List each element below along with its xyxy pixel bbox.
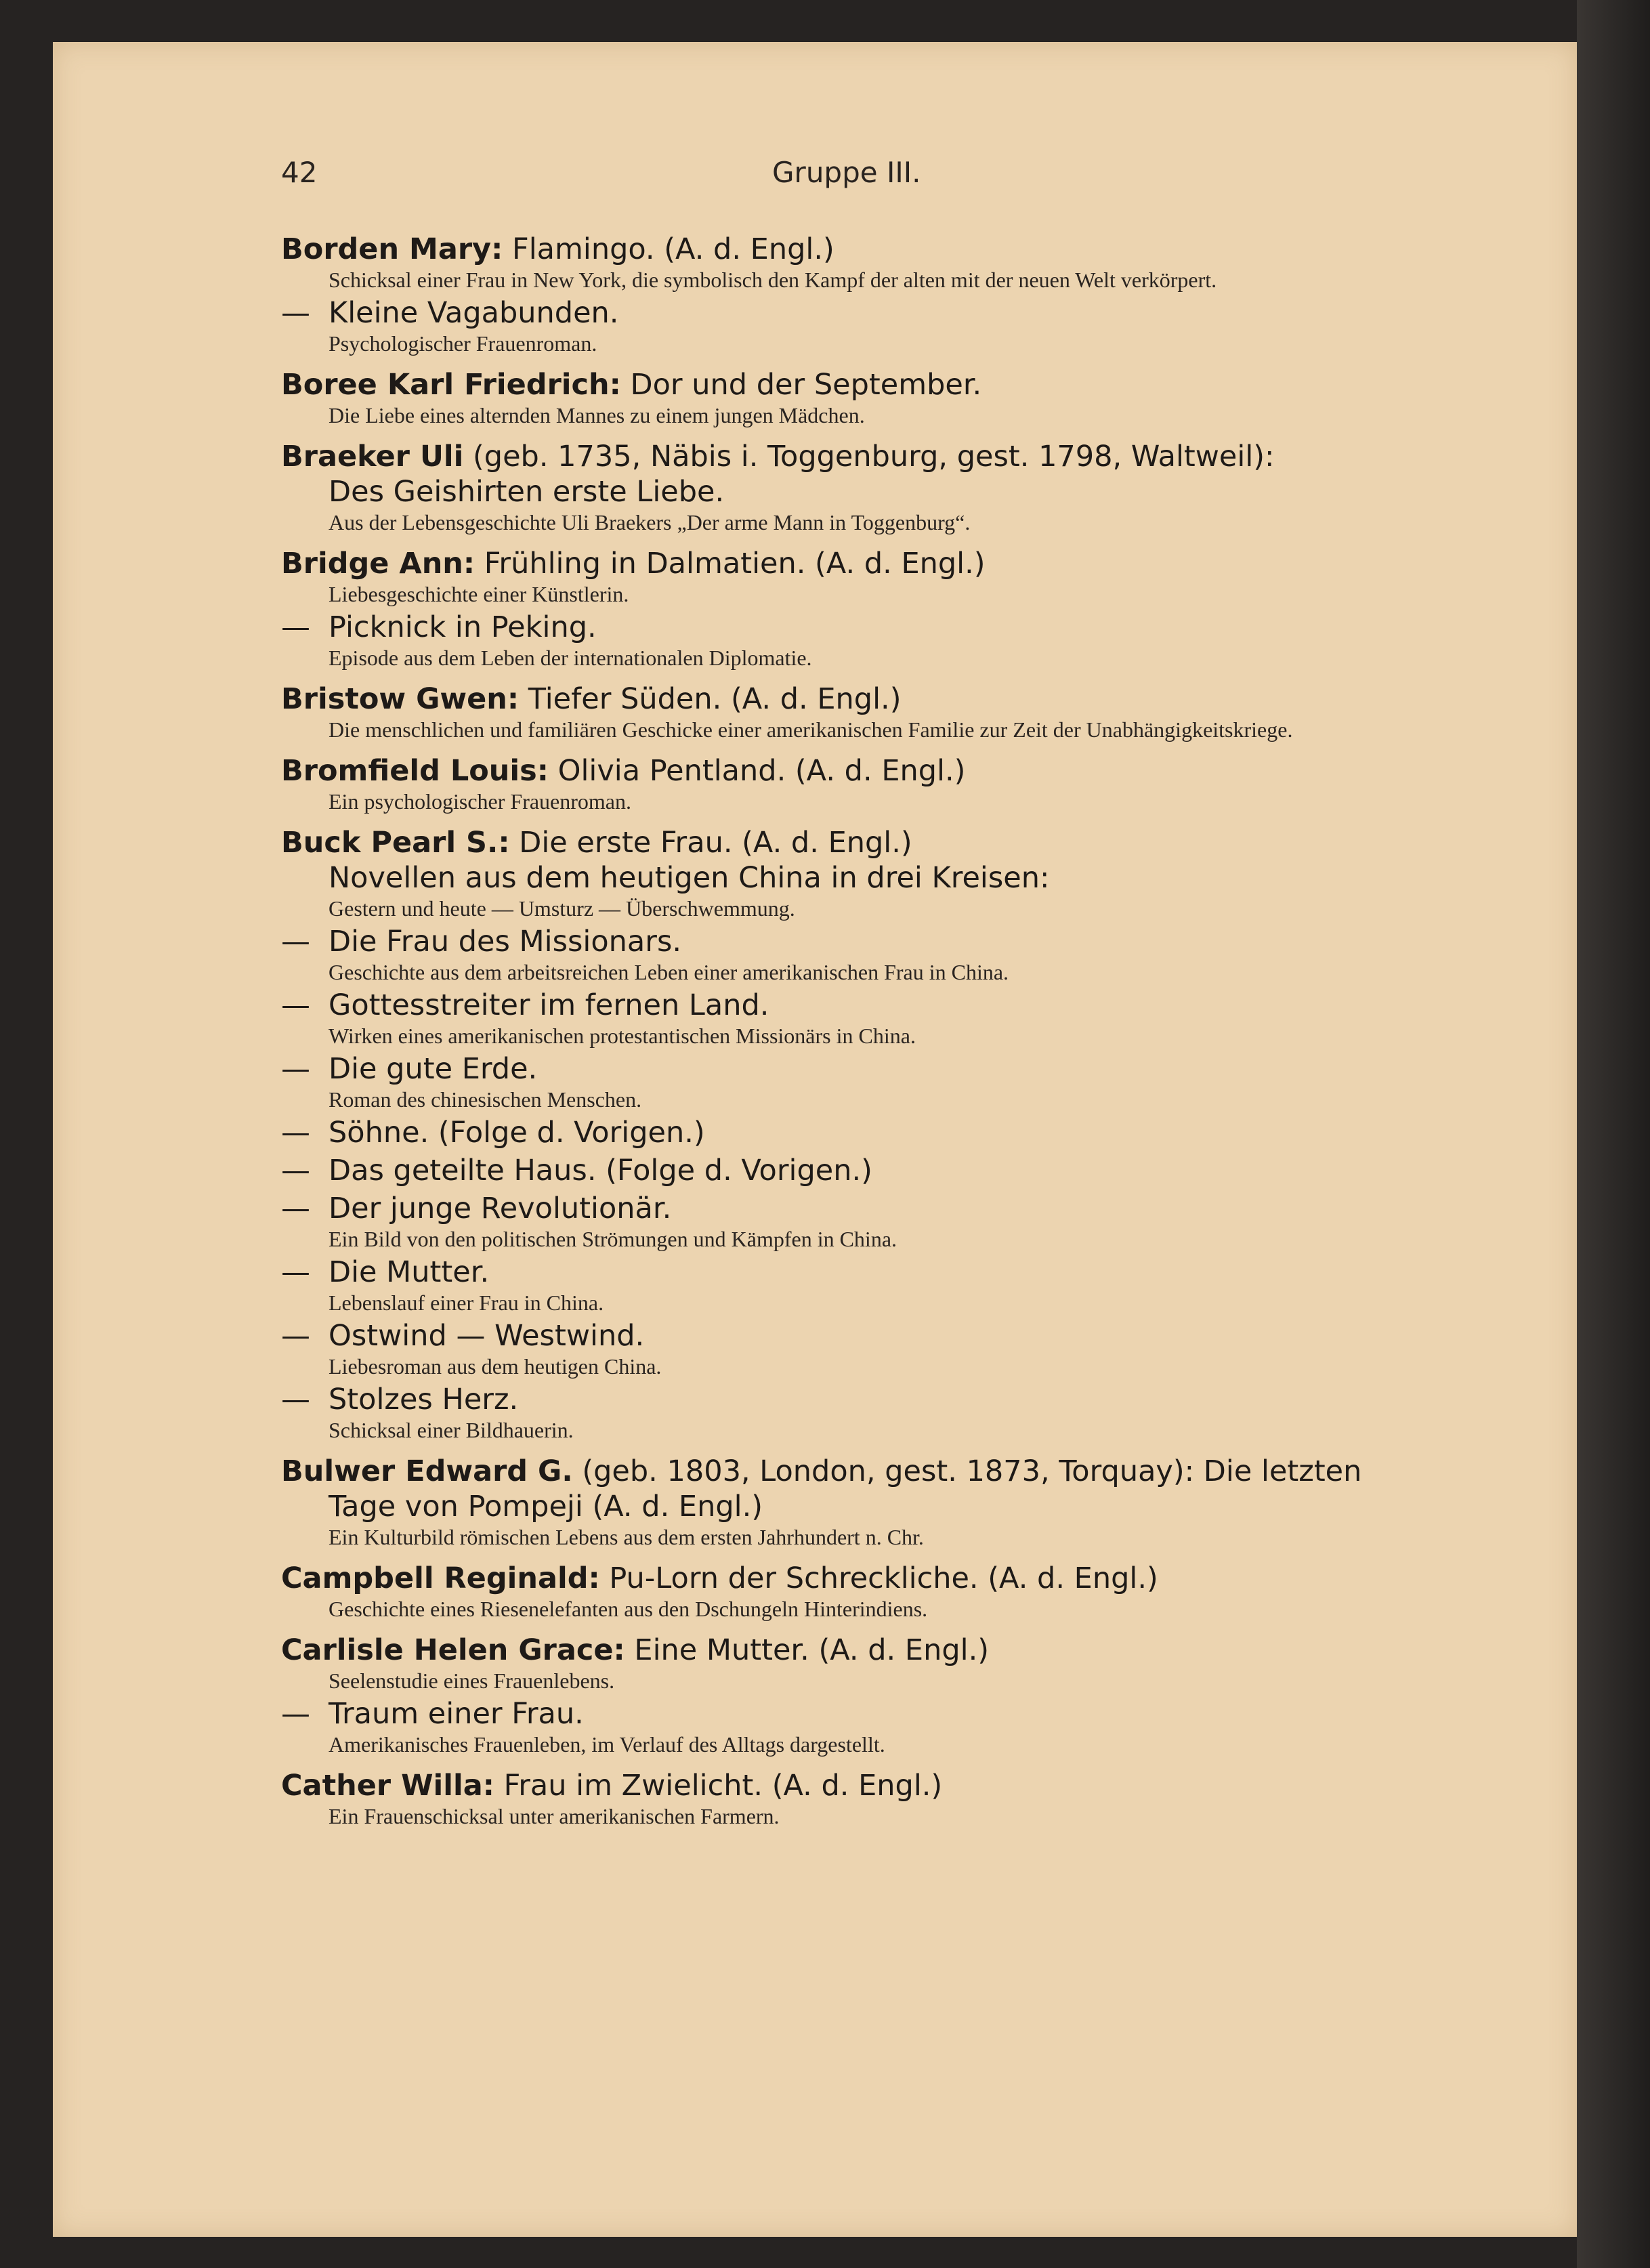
dash: — (281, 1319, 310, 1353)
entry-heading (281, 439, 1446, 474)
dash: — (281, 610, 310, 644)
additional-work-heading (281, 988, 1446, 1023)
entry-heading (281, 232, 1446, 267)
entry-list (281, 232, 1446, 1840)
additional-work-heading (281, 1255, 1446, 1290)
entry-heading (281, 367, 1446, 402)
additional-work (281, 1115, 1446, 1150)
dash: — (281, 1154, 310, 1188)
entry-heading (281, 1454, 1446, 1489)
entry (281, 681, 1446, 742)
additional-work (281, 1382, 1446, 1443)
work-description: Psychologischer Frauenroman. (329, 331, 597, 356)
work-subtitle: Des Geishirten erste Liebe. (329, 475, 725, 509)
entry (281, 825, 1446, 1443)
additional-work (281, 1696, 1446, 1757)
additional-work-heading (281, 1153, 1446, 1188)
additional-work-heading (281, 1382, 1446, 1417)
additional-work (281, 924, 1446, 985)
additional-work-heading (281, 1191, 1446, 1226)
entry (281, 546, 1446, 671)
entry-heading (281, 681, 1446, 717)
work-description: Die Liebe eines alternden Mannes zu einem jungen Mädchen. (329, 403, 865, 427)
entry (281, 1454, 1446, 1550)
additional-work (281, 1191, 1446, 1252)
work-title: Traum einer Frau. (329, 1697, 584, 1731)
entry-heading (281, 546, 1446, 581)
dash: — (281, 1052, 310, 1086)
additional-work-heading (281, 1115, 1446, 1150)
book-spine (1577, 0, 1650, 2268)
dash: — (281, 1697, 310, 1731)
work-title: Tiefer Süden. (A. d. Engl.) (528, 682, 902, 716)
work-title: Der junge Revolutionär. (329, 1192, 672, 1225)
running-title: Gruppe III. (772, 156, 921, 189)
work-description: Geschichte eines Riesenelefanten aus den Dschungeln Hinterindiens. (329, 1597, 928, 1621)
work-description: Seelenstudie eines Frauenlebens. (329, 1668, 615, 1693)
work-title: Picknick in Peking. (329, 610, 597, 644)
additional-work (281, 988, 1446, 1049)
work-title: Kleine Vagabunden. (329, 296, 619, 330)
work-title: Flamingo. (A. d. Engl.) (511, 232, 834, 266)
work-description: Geschichte aus dem arbeitsreichen Leben einer amerikanischen Frau in China. (329, 960, 1009, 984)
work-title: Die gute Erde. (329, 1052, 538, 1086)
work-description: Wirken eines amerikanischen protestantischen Missionärs in China. (329, 1024, 916, 1048)
additional-work (281, 1318, 1446, 1379)
additional-work-heading (281, 1696, 1446, 1731)
work-title: (geb. 1735, Näbis i. Toggenburg, gest. 1798, Waltweil): (473, 440, 1275, 474)
work-title: Söhne. (Folge d. Vorigen.) (329, 1116, 705, 1150)
entry (281, 1768, 1446, 1829)
work-description: Roman des chinesischen Menschen. (329, 1087, 642, 1112)
dash: — (281, 1192, 310, 1225)
work-description: Gestern und heute — Umsturz — Überschwemmung. (329, 896, 795, 921)
dash: — (281, 988, 310, 1022)
work-title: Die Mutter. (329, 1255, 490, 1289)
work-title: Frühling in Dalmatien. (A. d. Engl.) (484, 547, 986, 581)
author-name: Braeker Uli (281, 440, 464, 474)
work-title: (geb. 1803, London, gest. 1873, Torquay): Die letzten (582, 1454, 1362, 1488)
additional-work-heading (281, 295, 1446, 331)
entry-heading (281, 825, 1446, 860)
author-name: Carlisle Helen Grace: (281, 1633, 625, 1667)
author-name: Bulwer Edward G. (281, 1454, 573, 1488)
additional-work (281, 1051, 1446, 1112)
work-description: Ein Bild von den politischen Strömungen und Kämpfen in China. (329, 1227, 897, 1251)
dash: — (281, 1255, 310, 1289)
author-name: Bristow Gwen: (281, 682, 520, 716)
work-description: Liebesgeschichte einer Künstlerin. (329, 582, 629, 606)
dash: — (281, 296, 310, 330)
additional-work (281, 1153, 1446, 1188)
additional-work-heading (281, 610, 1446, 645)
work-description: Schicksal einer Frau in New York, die symbolisch den Kampf der alten mit der neuen Welt verkörpert. (329, 268, 1217, 292)
author-name: Bridge Ann: (281, 547, 475, 581)
work-description: Lebenslauf einer Frau in China. (329, 1290, 604, 1315)
page-header (281, 156, 1480, 196)
work-description: Episode aus dem Leben der internationalen Diplomatie. (329, 646, 812, 670)
entry-heading (281, 1561, 1446, 1596)
entry (281, 1633, 1446, 1757)
additional-work (281, 295, 1446, 356)
entry (281, 753, 1446, 814)
dash: — (281, 1383, 310, 1416)
additional-work-heading (281, 1051, 1446, 1087)
work-description: Ein psychologischer Frauenroman. (329, 789, 631, 814)
author-name: Bromfield Louis: (281, 754, 549, 788)
author-name: Boree Karl Friedrich: (281, 368, 621, 402)
entry (281, 232, 1446, 356)
author-name: Borden Mary: (281, 232, 503, 266)
work-description: Die menschlichen und familiären Geschicke einer amerikanischen Familie zur Zeit der Unabhängigkeitskriege. (329, 717, 1293, 742)
work-description: Schicksal einer Bildhauerin. (329, 1418, 574, 1442)
work-title: Dor und der September. (630, 368, 982, 402)
additional-work (281, 610, 1446, 671)
author-name: Cather Willa: (281, 1769, 494, 1803)
work-title: Eine Mutter. (A. d. Engl.) (634, 1633, 990, 1667)
work-title: Frau im Zwielicht. (A. d. Engl.) (503, 1769, 943, 1803)
work-description: Liebesroman aus dem heutigen China. (329, 1354, 662, 1379)
work-title: Die Frau des Missionars. (329, 925, 682, 959)
page-number: 42 (281, 156, 318, 189)
dash: — (281, 925, 310, 959)
work-title-continued: Tage von Pompeji (A. d. Engl.) (329, 1490, 763, 1524)
author-name: Campbell Reginald: (281, 1561, 600, 1595)
work-title: Olivia Pentland. (A. d. Engl.) (557, 754, 966, 788)
additional-work (281, 1255, 1446, 1316)
dash: — (281, 1116, 310, 1150)
work-title: Ostwind — Westwind. (329, 1319, 645, 1353)
additional-work-heading (281, 1318, 1446, 1353)
work-title: Pu-Lorn der Schreckliche. (A. d. Engl.) (609, 1561, 1158, 1595)
work-title: Gottesstreiter im fernen Land. (329, 988, 769, 1022)
work-description: Ein Kulturbild römischen Lebens aus dem ersten Jahrhundert n. Chr. (329, 1525, 924, 1549)
entry (281, 439, 1446, 535)
work-title: Das geteilte Haus. (Folge d. Vorigen.) (329, 1154, 872, 1188)
work-description: Aus der Lebensgeschichte Uli Braekers „Der arme Mann in Toggenburg“. (329, 510, 971, 534)
work-subtitle: Novellen aus dem heutigen China in drei Kreisen: (329, 861, 1050, 895)
work-title: Stolzes Herz. (329, 1383, 519, 1416)
author-name: Buck Pearl S.: (281, 826, 510, 860)
entry-heading (281, 1768, 1446, 1803)
entry-heading (281, 753, 1446, 789)
entry (281, 367, 1446, 428)
entry (281, 1561, 1446, 1622)
entry-heading (281, 1633, 1446, 1668)
additional-work-heading (281, 924, 1446, 959)
work-description: Amerikanisches Frauenleben, im Verlauf des Alltags dargestellt. (329, 1732, 885, 1757)
work-description: Ein Frauenschicksal unter amerikanischen Farmern. (329, 1804, 780, 1828)
work-title: Die erste Frau. (A. d. Engl.) (519, 826, 912, 860)
